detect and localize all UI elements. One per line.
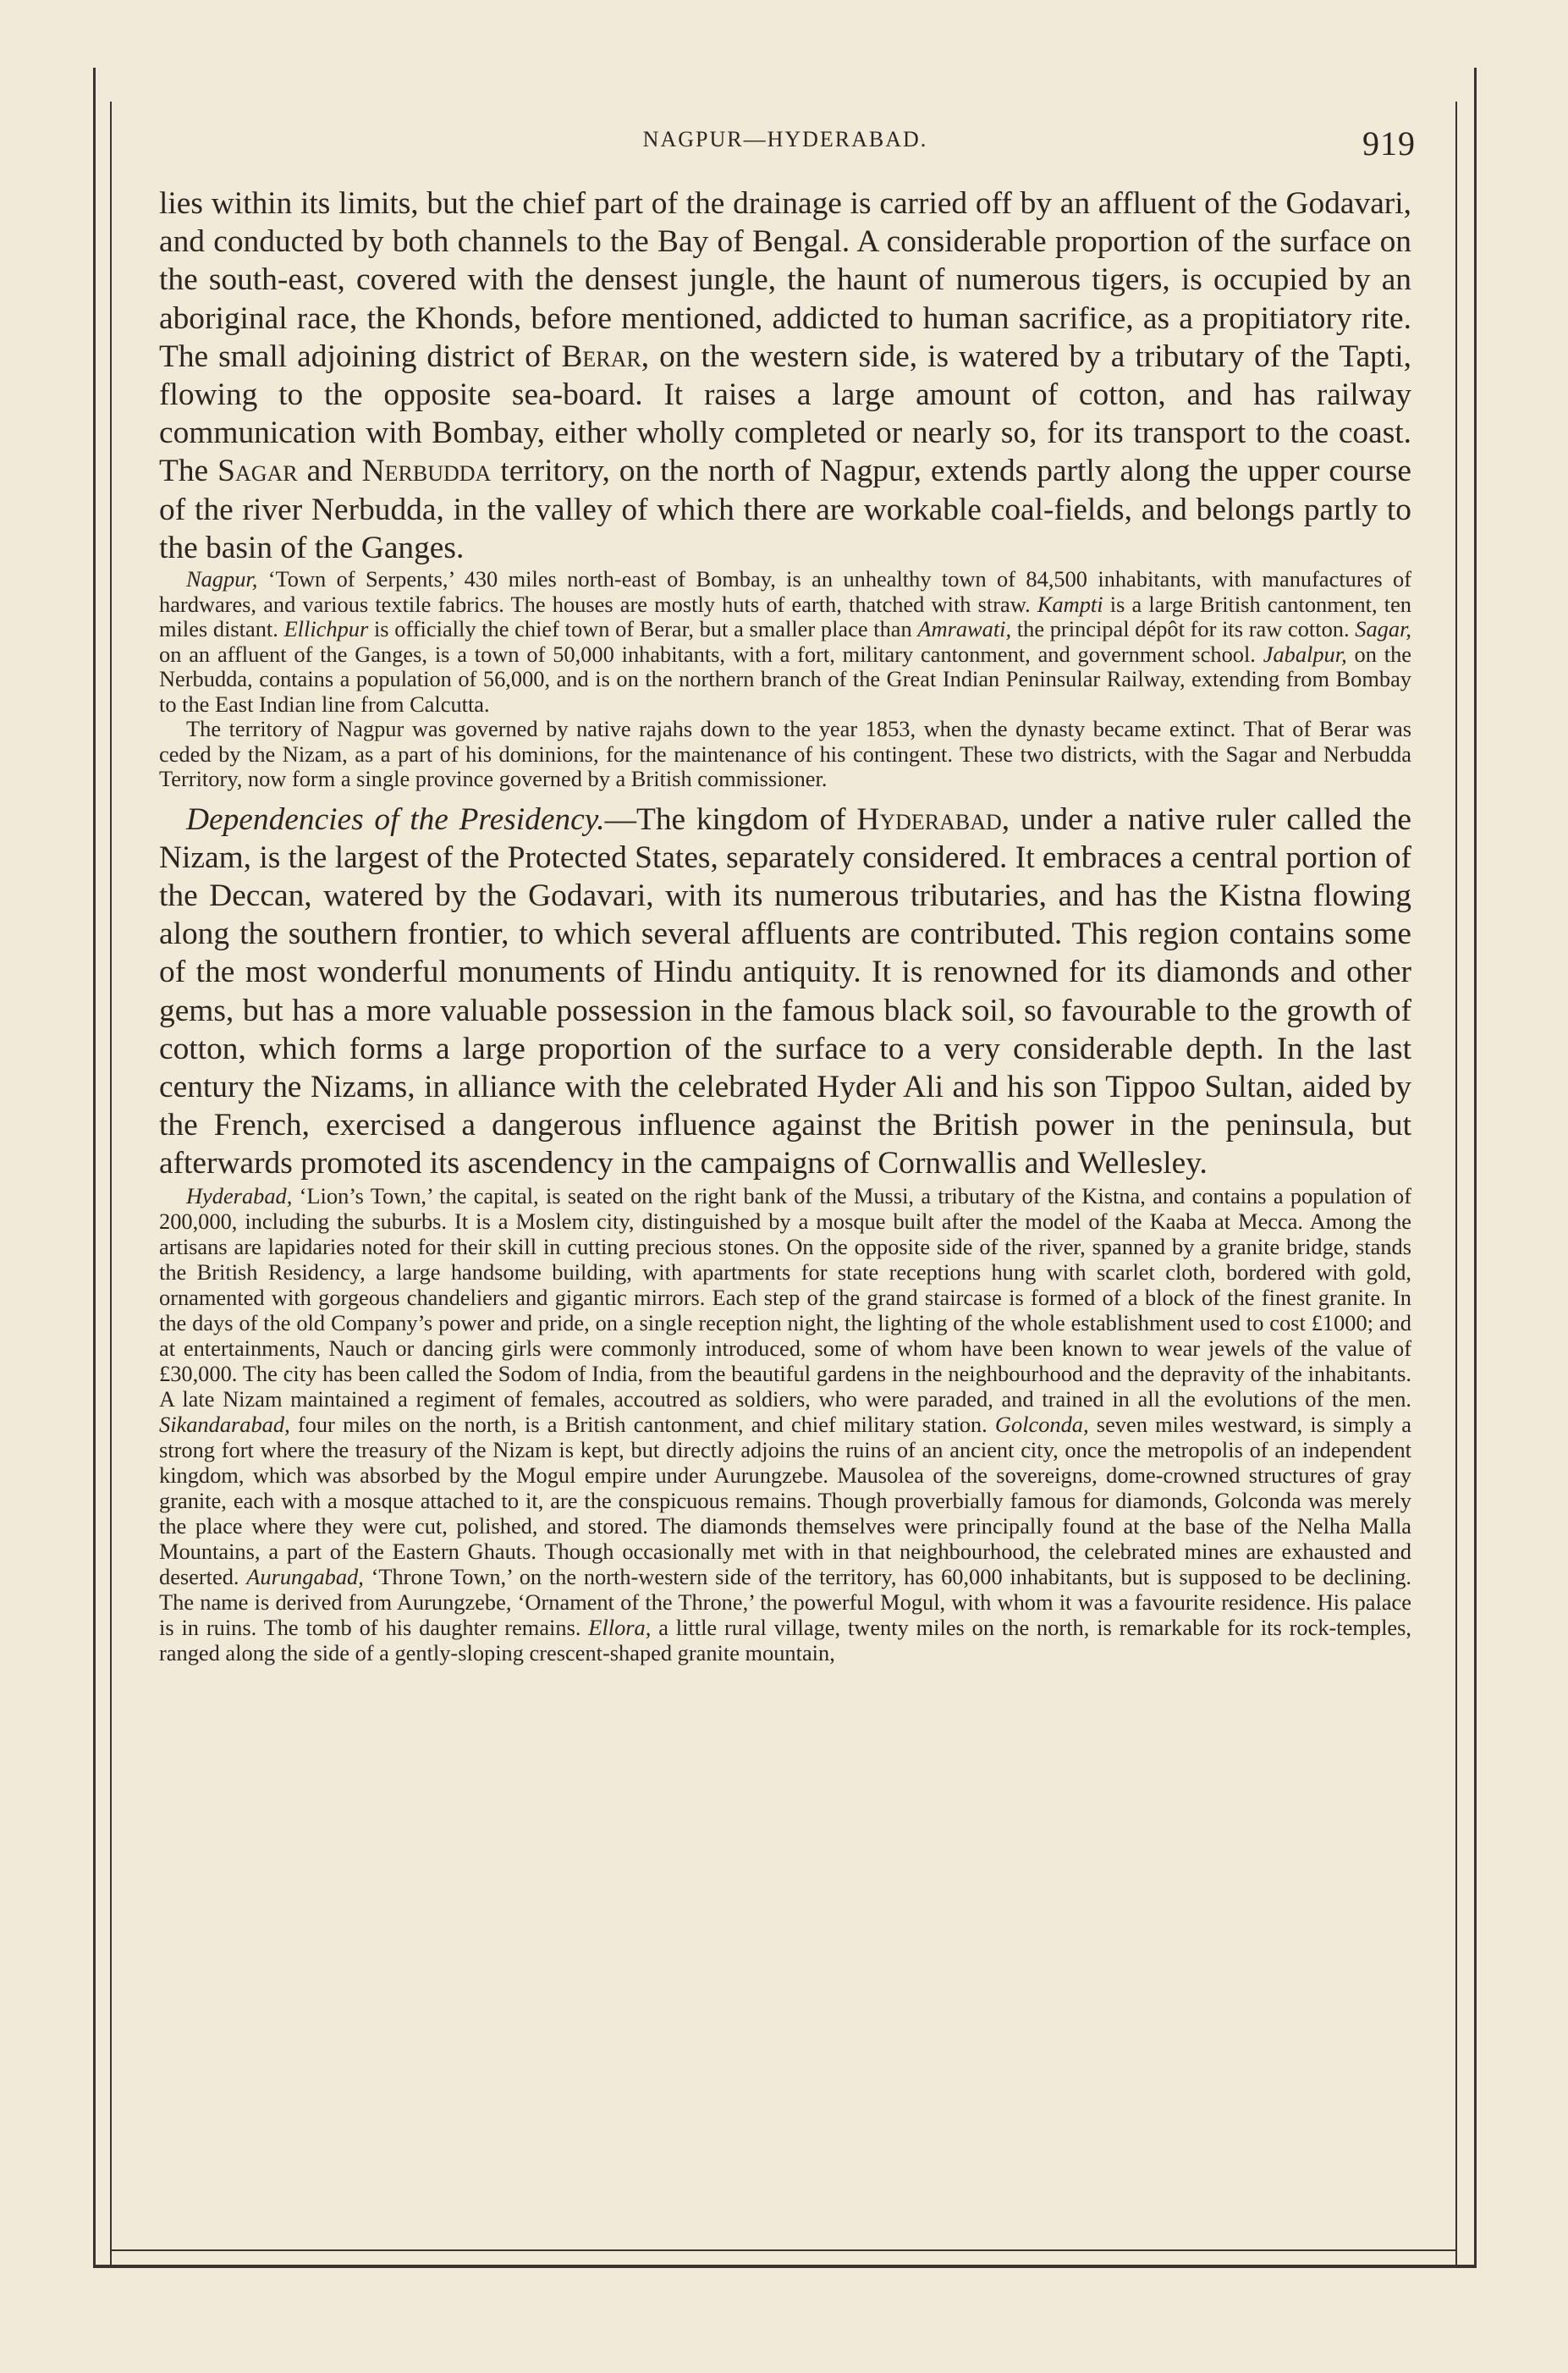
page-body: [159, 124, 1416, 1666]
running-title: NAGPUR—HYDERABAD.: [642, 127, 928, 151]
page-number: 919: [1362, 124, 1416, 162]
section-heading: Dependencies of the Presidency.: [186, 801, 605, 837]
paragraph-hyderabad-towns: Hyderabad, ‘Lion’s Town,’ the capital, is seated on the right bank of the Mussi, a tributary of the Kistna, and contains a population of 200,000, including the suburbs. It is a Moslem city, distinguished by a mosque built after the model of the Kaaba at Mecca. Among the artisans are lapidaries noted for their skill in cutting precious stones. On the opposite side of the river, spanned by a granite bridge, stands the British Residency, a large handsome building, with apartments for state receptions hung with scarlet cloth, bordered with gold, ornamented with gorgeous chandeliers and gigantic mirrors. Each step of the grand staircase is formed of a block of the finest granite. In the days of the old Company’s power and pride, on a single reception night, the lighting of the whole establishment used to cost £1000; and at entertainments, Nauch or dancing girls were commonly introduced, some of whom have been known to wear jewels of the value of £30,000. The city has been called the Sodom of India, from the beautiful gardens in the neighbourhood and the depravity of the inhabitants. A late Nizam maintained a regiment of females, accoutred as soldiers, who were paraded, and trained in all the evolutions of the men. Sikandarabad, four miles on the north, is a British cantonment, and chief military station. Golconda, seven miles westward, is simply a strong fort where the treasury of the Nizam is kept, but directly adjoins the ruins of an ancient city, once the metropolis of an independent kingdom, which was absorbed by the Mogul empire under Aurungzebe. Mausolea of the sovereigns, dome-crowned structures of gray granite, each with a mosque attached to it, are the conspicuous remains. Though proverbially famous for diamonds, Golconda was merely the place where they were cut, polished, and stored. The diamonds themselves were principally found at the base of the Nelha Malla Mountains, a part of the Eastern Ghauts. Though occasionally met with in that neighbourhood, the celebrated mines are exhausted and deserted. Aurungabad, ‘Throne Town,’ on the north-western side of the territory, has 60,000 inhabitants, but is supposed to be declining. The name is derived from Aurungzebe, ‘Ornament of the Throne,’ the powerful Mogul, with whom it was a favourite residence. His palace is in ruins. The tomb of his daughter remains. Ellora, a little rural village, twenty miles on the north, is remarkable for its rock-temples, ranged along the side of a gently-sloping crescent-shaped granite mountain,: [159, 1182, 1411, 1666]
left-border-outer: [93, 68, 96, 2268]
right-border-inner: [1455, 102, 1457, 2268]
right-border-outer: [1474, 68, 1477, 2268]
paragraph-nagpur-history: The territory of Nagpur was governed by native rajahs down to the year 1853, when the dynasty became extinct. That of Berar was ceded by the Nizam, as a part of his dominions, for the maintenance of his contingent. These two districts, with the Sagar and Nerbudda Territory, now form a single province governed by a British commissioner.: [159, 716, 1411, 792]
paragraph-nagpur-description: lies within its limits, but the chief part of the drainage is carried off by an affluent of the Godavari, and conducted by both channels to the Bay of Bengal. A considerable proportion of the surface on the south-east, covered with the densest jungle, the haunt of numerous tigers, is occupied by an aboriginal race, the Khonds, before mentioned, addicted to human sacrifice, as a propitiatory rite. The small adjoining district of Berar, on the western side, is watered by a tributary of the Tapti, flowing to the opposite sea-board. It raises a large amount of cotton, and has railway communication with Bombay, either wholly completed or nearly so, for its transport to the coast. The Sagar and Nerbudda territory, on the north of Nagpur, extends partly along the upper course of the river Nerbudda, in the valley of which there are workable coal-fields, and belongs partly to the basin of the Ganges.: [159, 186, 1412, 565]
paragraph-hyderabad-kingdom: Dependencies of the Presidency.—The kingdom of Hyderabad, under a native ruler called the Nizam, is the largest of the Protected States, separately considered. It embraces a central portion of the Deccan, watered by the Godavari, with its numerous tributaries, and has the Kistna flowing along the southern frontier, to which several affluents are contributed. This region contains some of the most wonderful monuments of Hindu antiquity. It is renowned for its diamonds and other gems, but has a more valuable possession in the famous black soil, so favourable to the growth of cotton, which forms a large proportion of the surface to a very considerable depth. In the last century the Nizams, in alliance with the celebrated Hyder Ali and his son Tippoo Sultan, aided by the French, exercised a dangerous influence against the British power in the peninsula, but afterwards promoted its ascendency in the campaigns of Cornwallis and Wellesley.: [159, 801, 1411, 1181]
bottom-border-inner: [110, 2249, 1457, 2251]
running-header: [159, 124, 1416, 169]
paragraph-nagpur-towns: Nagpur, ‘Town of Serpents,’ 430 miles north-east of Bombay, is an unhealthy town of 84,500 inhabitants, with manufactures of hardwares, and various textile fabrics. The houses are mostly huts of earth, thatched with straw. Kampti is a large British cantonment, ten miles distant. Ellichpur is officially the chief town of Berar, but a smaller place than Amrawati, the principal dépôt for its raw cotton. Sagar, on an affluent of the Ganges, is a town of 50,000 inhabitants, with a fort, military cantonment, and government school. Jabalpur, on the Nerbudda, contains a population of 56,000, and is on the northern branch of the Great Indian Peninsular Railway, extending from Bombay to the East Indian line from Calcutta.: [159, 566, 1412, 717]
left-border-inner: [110, 102, 112, 2268]
bottom-border-outer: [93, 2265, 1477, 2268]
